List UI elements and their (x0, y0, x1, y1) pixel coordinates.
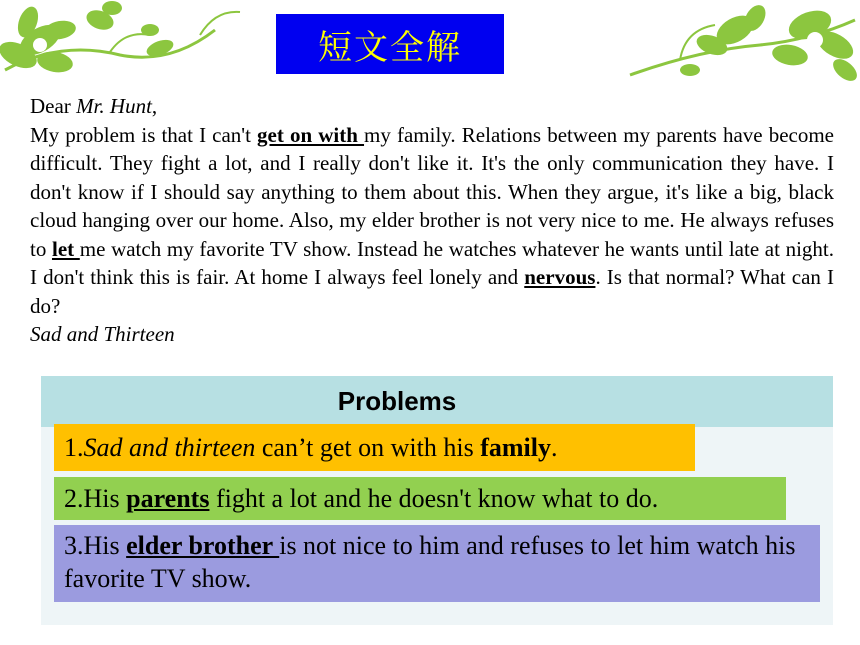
problem-item-1 (54, 424, 695, 471)
problems-heading (41, 376, 833, 427)
signature (30, 320, 834, 349)
keyword-get-on-with: get on with (257, 122, 365, 147)
salutation (30, 92, 834, 121)
problem-keyword: elder brother (126, 531, 280, 560)
letter-segment: me watch my favorite TV show. Instead he watches whatever he wants until late at night. I don't think this is fair. At home I always feel lonely and (30, 236, 834, 289)
problem-item-3 (54, 525, 820, 602)
problem-keyword: parents (126, 484, 210, 513)
flower-decoration-right-icon (620, 0, 860, 90)
problem-subject: Sad and thirteen (83, 433, 256, 462)
signature-text: Sad and Thirteen (30, 322, 175, 346)
page-title: 短文全解 (276, 14, 504, 74)
letter-text (30, 92, 834, 349)
problem-keyword: family (480, 433, 551, 462)
salutation-name: Mr. Hunt (76, 94, 152, 118)
letter-body (30, 121, 834, 321)
keyword-nervous: nervous (524, 265, 596, 289)
problem-text: can’t get on with his (255, 433, 481, 462)
problem-text: 3.His (64, 531, 127, 560)
letter-segment: My problem is that I can't (30, 122, 258, 147)
salutation-suffix: , (151, 94, 158, 118)
flower-decoration-left-icon (0, 0, 260, 90)
problem-text: fight a lot and he doesn't know what to do. (209, 484, 659, 513)
letter-segment: . Is that normal? What can I do? (30, 265, 834, 318)
problem-item-2 (54, 477, 786, 520)
keyword-let: let (51, 236, 80, 261)
problem-text: 2.His (64, 484, 127, 513)
problem-text: is not nice to him and refuses to let him watch his favorite TV show. (64, 531, 796, 593)
salutation-prefix: Dear (30, 94, 77, 118)
problems-heading-text: Problems (337, 386, 457, 416)
letter-segment: my family. Relations between my parents have become difficult. They fight a lot, and I really don't like it. It's the only communication they have. I don't know if I should say anything to them about this. When they argue, it's like a big, black cloud hanging over our home. Also, my elder brother is not very nice to me. He always refuses to (30, 122, 835, 261)
problem-text-end: . (550, 433, 558, 462)
problem-number: 1. (64, 433, 84, 462)
